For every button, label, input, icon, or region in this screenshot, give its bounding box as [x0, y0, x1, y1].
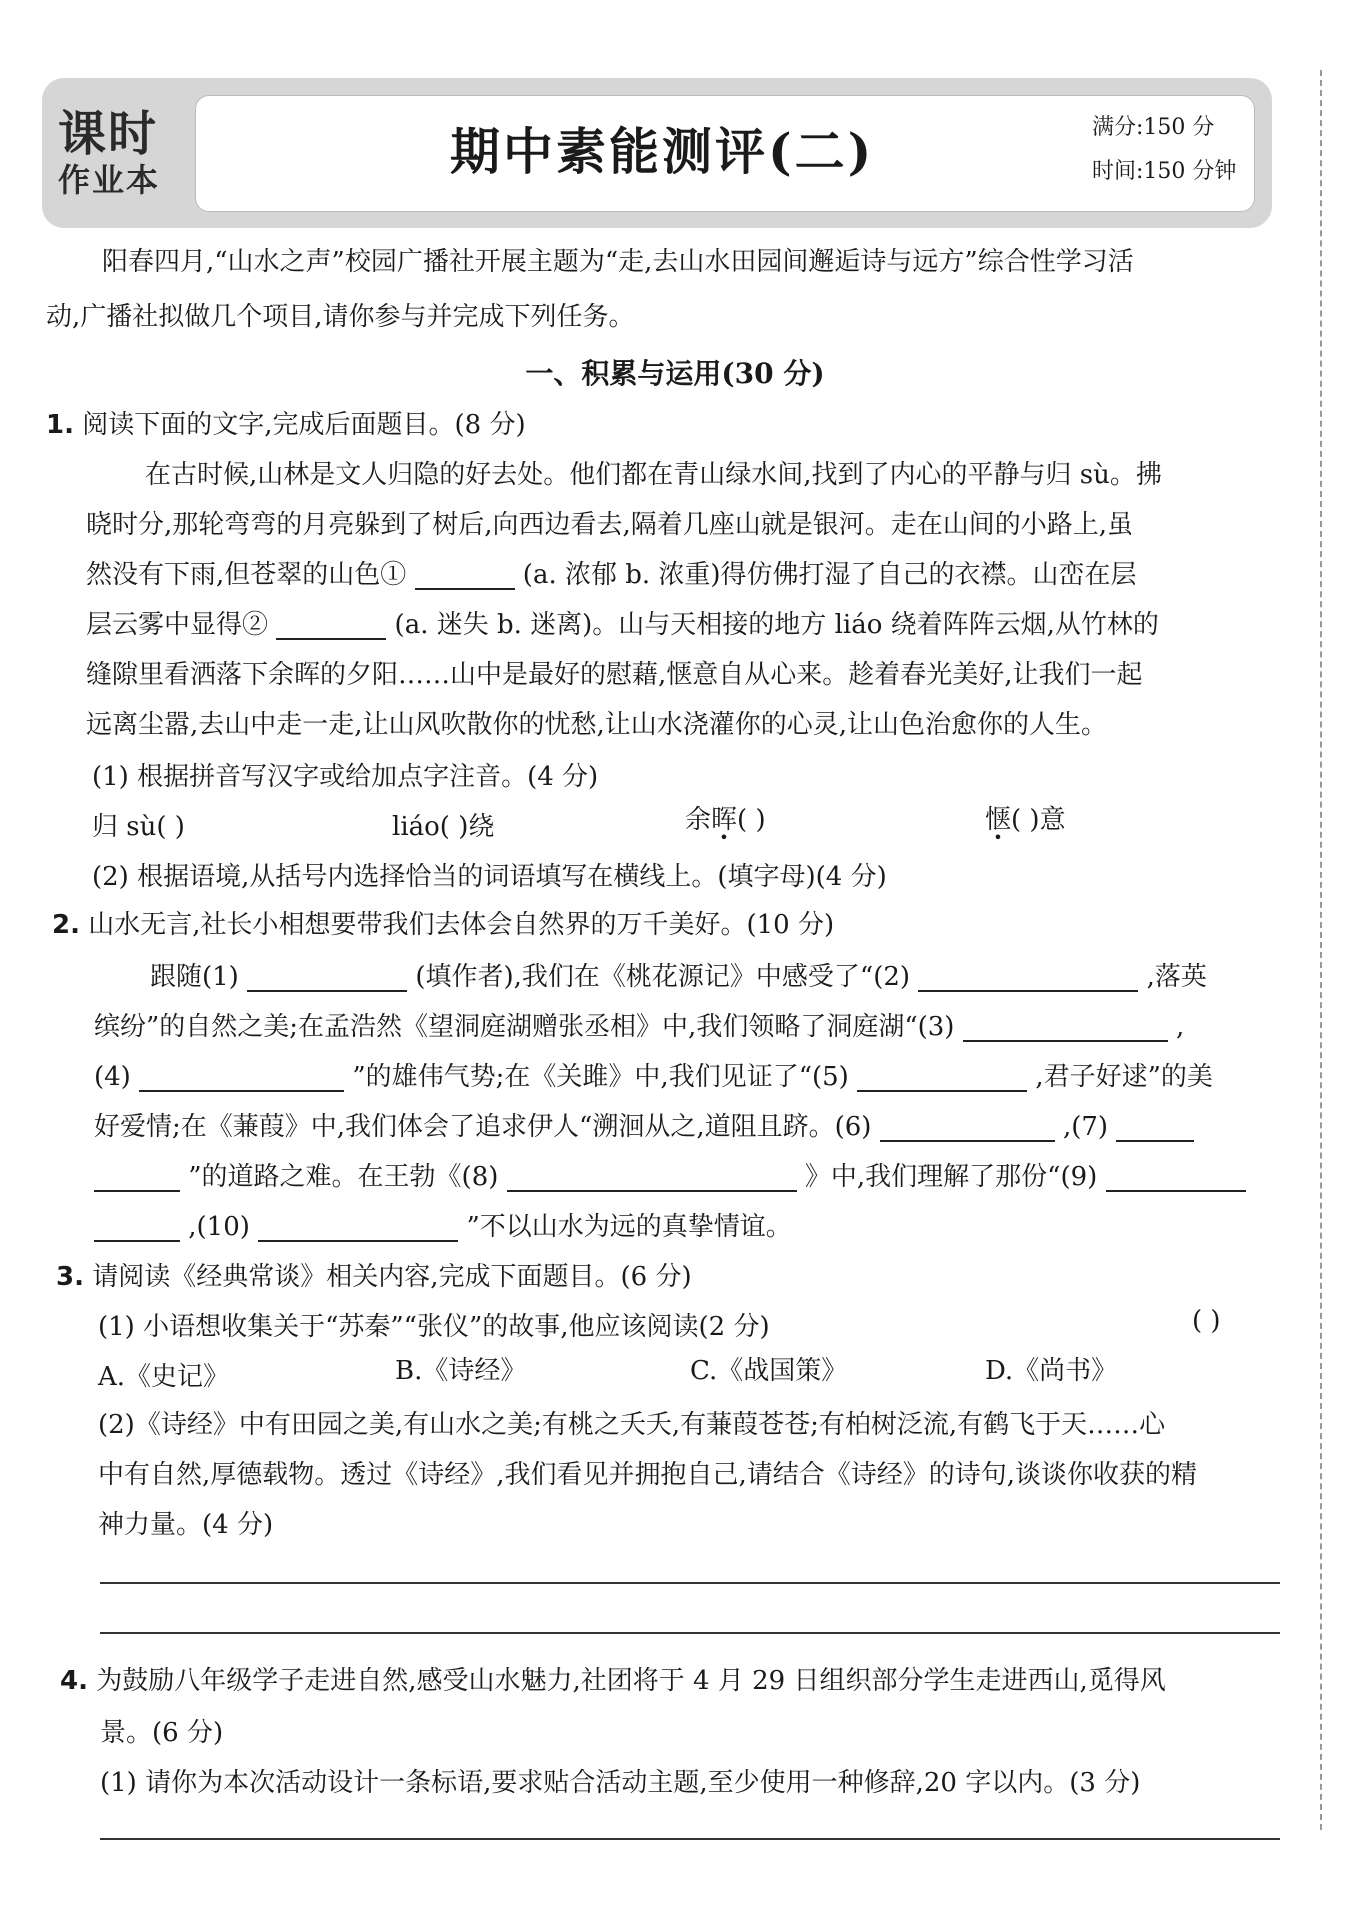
answer-blank-q2-6[interactable] [880, 1116, 1055, 1142]
answer-blank-q2-1[interactable] [247, 966, 407, 992]
q4-stem [60, 1666, 1166, 1696]
q1-para-line: 远离尘嚣,去山中走一走,让山风吹散你的忧愁,让山水浇灌你的心灵,让山色治愈你的人生。 [86, 710, 1108, 740]
q3-option-d[interactable]: D.《尚书》 [985, 1356, 1118, 1386]
q1-para-line: 缝隙里看洒落下余晖的夕阳……山中是最好的慰藉,惬意自从心来。趁着春光美好,让我们一起 [86, 660, 1143, 690]
q3-option-a[interactable]: A.《史记》 [98, 1362, 230, 1392]
fill4-paren: ( )意 [1011, 805, 1066, 835]
q2-line [94, 1162, 1246, 1192]
fill3-paren: ( ) [737, 805, 766, 835]
score-info [1092, 106, 1236, 194]
q2-stem-text: 山水无言,社长小相想要带我们去体会自然界的万千美好。(10 分) [88, 910, 835, 940]
q3-sub2-line: (2)《诗经》中有田园之美,有山水之美;有桃之夭夭,有蒹葭苍苍;有柏树泛流,有鹤飞于天……心 [98, 1410, 1166, 1440]
answer-blank-q2-2[interactable] [918, 966, 1138, 992]
q2-text: ,(7) [1062, 1112, 1109, 1142]
answer-blank-2[interactable] [276, 614, 386, 640]
answer-line[interactable] [100, 1838, 1280, 1840]
q2-text: (4) [94, 1062, 131, 1092]
page-title: 期中素能测评(二) [450, 122, 875, 181]
answer-blank-q2-10[interactable] [258, 1216, 458, 1242]
q1-para-line: 在古时候,山林是文人归隐的好去处。他们都在青山绿水间,找到了内心的平静与归 sù。拂 [145, 460, 1162, 490]
q1-sub1: (1) 根据拼音写汉字或给加点字注音。(4 分) [92, 762, 599, 792]
q2-text: ,落英 [1146, 962, 1207, 992]
q1-para-line [86, 560, 1137, 590]
q1-stem [46, 410, 526, 440]
q4-number: 4. [60, 1666, 88, 1696]
q1-para-line [86, 610, 1159, 640]
q3-stem-text: 请阅读《经典常谈》相关内容,完成下面题目。(6 分) [92, 1262, 692, 1292]
answer-line[interactable] [100, 1632, 1280, 1634]
q3-number: 3. [56, 1262, 84, 1292]
brand-bottom: 作业本 [58, 161, 161, 199]
q2-text: ”的雄伟气势;在《关雎》中,我们见证了“(5) [352, 1062, 849, 1092]
q1-fill-4[interactable] [985, 805, 1066, 835]
q2-line [150, 962, 1207, 992]
brand-top: 课时 [58, 106, 159, 162]
q2-text: , [1175, 1012, 1185, 1042]
answer-line[interactable] [100, 1582, 1280, 1584]
q3-sub2-line: 中有自然,厚德载物。透过《诗经》,我们看见并拥抱自己,请结合《诗经》的诗句,谈谈你收获的精 [98, 1460, 1198, 1490]
q4-sub1: (1) 请你为本次活动设计一条标语,要求贴合活动主题,至少使用一种修辞,20 字以内。(3 分) [100, 1768, 1141, 1798]
fill3-char: 余 [685, 805, 712, 835]
q1-fill-3[interactable] [685, 805, 766, 835]
q3-stem [56, 1262, 692, 1292]
q2-text: ,君子好逑”的美 [1035, 1062, 1213, 1092]
q3-option-c[interactable]: C.《战国策》 [690, 1356, 848, 1386]
q2-line [94, 1112, 1194, 1142]
q2-line [94, 1012, 1184, 1042]
q3-answer-paren[interactable]: ( ) [1192, 1306, 1221, 1336]
q1-para-line: 晓时分,那轮弯弯的月亮躲到了树后,向西边看去,隔着几座山就是银河。走在山间的小路上,虽 [86, 510, 1134, 540]
q1-para-text: 层云雾中显得② [86, 610, 269, 640]
q1-fill-1[interactable]: 归 sù( ) [92, 812, 185, 842]
full-score: 满分:150 分 [1092, 115, 1215, 140]
q2-line [94, 1212, 792, 1242]
answer-blank-q2-7[interactable] [1116, 1116, 1194, 1142]
answer-blank-q2-8[interactable] [507, 1166, 797, 1192]
q3-option-b[interactable]: B.《诗经》 [395, 1356, 527, 1386]
answer-blank-q2-9[interactable] [1106, 1166, 1246, 1192]
brand-logo [58, 108, 188, 208]
answer-blank-q2-5[interactable] [857, 1066, 1027, 1092]
q3-sub2-line: 神力量。(4 分) [98, 1510, 274, 1540]
fill3-dotted-char: 晖 [711, 805, 738, 835]
answer-blank-q2-3[interactable] [963, 1016, 1168, 1042]
q3-sub1: (1) 小语想收集关于“苏秦”“张仪”的故事,他应该阅读(2 分) [98, 1312, 770, 1342]
q2-text: 缤纷”的自然之美;在孟浩然《望洞庭湖赠张丞相》中,我们领略了洞庭湖“(3) [94, 1012, 955, 1042]
q2-text: ”不以山水为远的真挚情谊。 [466, 1212, 792, 1242]
q2-text: ”的道路之难。在王勃《(8) [188, 1162, 499, 1192]
q1-sub2: (2) 根据语境,从括号内选择恰当的词语填写在横线上。(填字母)(4 分) [92, 862, 887, 892]
answer-blank-q2-4[interactable] [139, 1066, 344, 1092]
q2-text: 》中,我们理解了那份“(9) [804, 1162, 1098, 1192]
section-heading: 一、积累与运用(30 分) [525, 357, 825, 390]
q1-para-text: (a. 迷失 b. 迷离)。山与天相接的地方 liáo 绕着阵阵云烟,从竹林的 [394, 610, 1159, 640]
q2-text: ,(10) [188, 1212, 250, 1242]
q1-stem-text: 阅读下面的文字,完成后面题目。(8 分) [82, 410, 526, 440]
answer-blank-1[interactable] [415, 564, 515, 590]
q4-stem-cont: 景。(6 分) [100, 1718, 224, 1748]
fill4-dotted-char: 惬 [985, 805, 1012, 835]
binding-dashed-line [1320, 70, 1322, 1830]
answer-blank-q2-7b[interactable] [94, 1166, 180, 1192]
q2-number: 2. [52, 910, 80, 940]
q1-number: 1. [46, 410, 74, 440]
q2-text: 好爱情;在《蒹葭》中,我们体会了追求伊人“溯洄从之,道阻且跻。(6) [94, 1112, 872, 1142]
q2-line [94, 1062, 1213, 1092]
answer-blank-q2-9b[interactable] [94, 1216, 180, 1242]
intro-line-1: 阳春四月,“山水之声”校园广播社开展主题为“走,去山水田园间邂逅诗与远方”综合性学习活 [102, 247, 1134, 277]
q4-stem-text: 为鼓励八年级学子走进自然,感受山水魅力,社团将于 4 月 29 日组织部分学生走进西山,觅得风 [96, 1666, 1166, 1696]
intro-line-2: 动,广播社拟做几个项目,请你参与并完成下列任务。 [46, 302, 635, 332]
time-limit: 时间:150 分钟 [1092, 159, 1237, 184]
q1-para-text: 然没有下雨,但苍翠的山色① [86, 560, 407, 590]
q2-text: (填作者),我们在《桃花源记》中感受了“(2) [415, 962, 911, 992]
q1-fill-2[interactable]: liáo( )绕 [392, 812, 495, 842]
q1-para-text: (a. 浓郁 b. 浓重)得仿佛打湿了自己的衣襟。山峦在层 [522, 560, 1137, 590]
q2-text: 跟随(1) [150, 962, 239, 992]
q2-stem [52, 910, 834, 940]
